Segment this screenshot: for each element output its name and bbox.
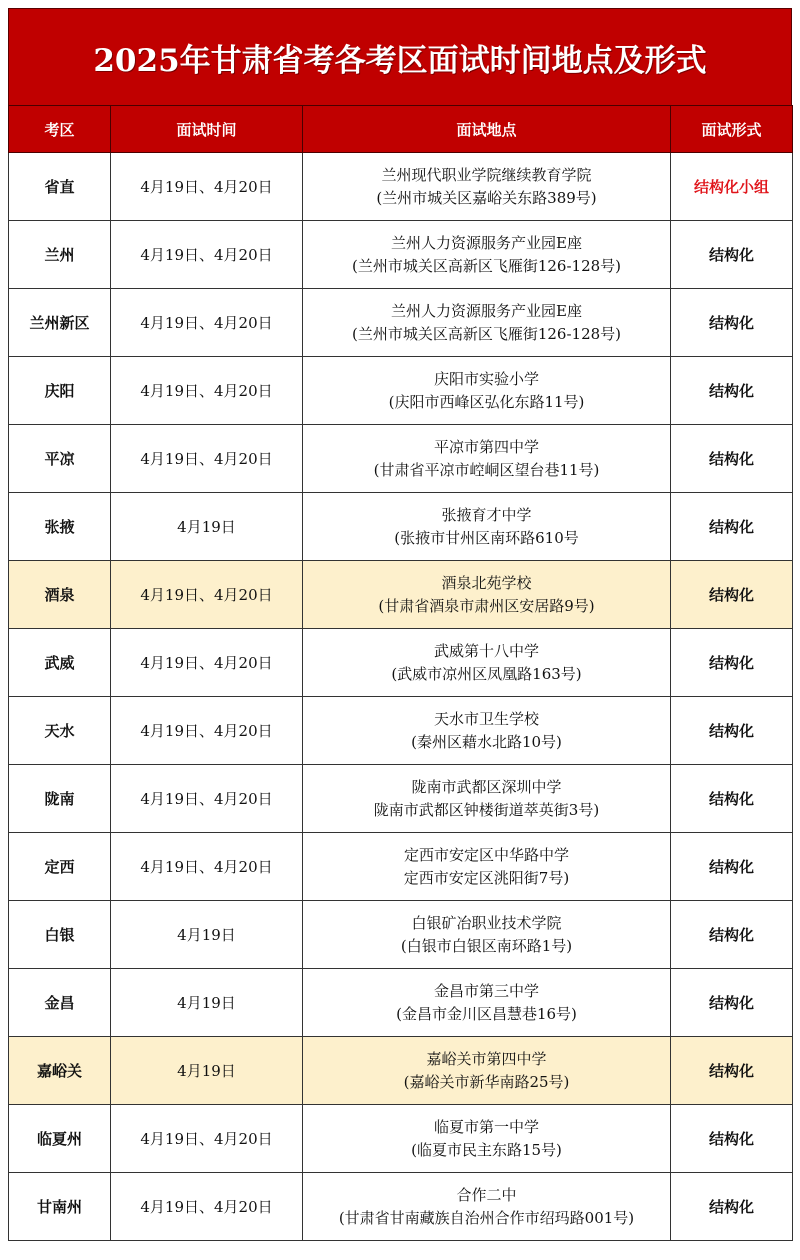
- location-address: (武威市凉州区凤凰路163号): [391, 664, 582, 683]
- interview-schedule-table: [8, 105, 793, 1241]
- cell-time: 4月19日: [111, 969, 303, 1037]
- location-address: (白银市白银区南环路1号): [400, 936, 573, 955]
- location-name: 兰州现代职业学院继续教育学院: [381, 165, 592, 184]
- cell-region: 平凉: [9, 425, 111, 493]
- location-name: 定西市安定区中华路中学: [403, 845, 569, 864]
- table-row: [9, 901, 793, 969]
- header-row: [9, 106, 793, 153]
- location-name: 酒泉北苑学校: [441, 573, 532, 592]
- cell-location: [303, 221, 671, 289]
- table-row: [9, 629, 793, 697]
- cell-location: [303, 629, 671, 697]
- location-address: (甘肃省酒泉市肃州区安居路9号): [378, 596, 595, 615]
- cell-time: 4月19日、4月20日: [111, 221, 303, 289]
- cell-format: 结构化: [671, 969, 793, 1037]
- location-address: (兰州市城关区高新区飞雁街126-128号): [351, 256, 622, 275]
- cell-region: 武威: [9, 629, 111, 697]
- table-row: [9, 1105, 793, 1173]
- table-row: [9, 153, 793, 221]
- cell-location: [303, 357, 671, 425]
- cell-location: [303, 425, 671, 493]
- cell-location: [303, 289, 671, 357]
- location-address: 定西市安定区洮阳街7号): [403, 868, 570, 887]
- cell-format: 结构化: [671, 901, 793, 969]
- cell-format: 结构化: [671, 289, 793, 357]
- header-region: 考区: [9, 106, 111, 153]
- cell-location: [303, 1037, 671, 1105]
- cell-format: 结构化: [671, 561, 793, 629]
- location-address: (甘肃省甘南藏族自治州合作市绍玛路001号): [338, 1208, 635, 1227]
- table-row: [9, 357, 793, 425]
- cell-location: [303, 1105, 671, 1173]
- table-row: [9, 697, 793, 765]
- cell-format: 结构化: [671, 765, 793, 833]
- table-row: [9, 969, 793, 1037]
- cell-time: 4月19日: [111, 901, 303, 969]
- cell-region: 金昌: [9, 969, 111, 1037]
- cell-region: 庆阳: [9, 357, 111, 425]
- location-name: 武威第十八中学: [433, 641, 539, 660]
- cell-format: 结构化: [671, 1105, 793, 1173]
- cell-region: 天水: [9, 697, 111, 765]
- cell-format: 结构化: [671, 629, 793, 697]
- location-name: 庆阳市实验小学: [433, 369, 539, 388]
- cell-region: 嘉峪关: [9, 1037, 111, 1105]
- cell-location: [303, 1173, 671, 1241]
- location-name: 临夏市第一中学: [433, 1117, 539, 1136]
- location-name: 金昌市第三中学: [433, 981, 539, 1000]
- title-banner: [8, 8, 792, 105]
- cell-format: 结构化: [671, 493, 793, 561]
- cell-time: 4月19日、4月20日: [111, 153, 303, 221]
- table-row: [9, 1037, 793, 1105]
- cell-time: 4月19日: [111, 493, 303, 561]
- header-location: 面试地点: [303, 106, 671, 153]
- cell-time: 4月19日、4月20日: [111, 765, 303, 833]
- cell-format: 结构化: [671, 357, 793, 425]
- cell-format: 结构化小组: [671, 153, 793, 221]
- header-time: 面试时间: [111, 106, 303, 153]
- cell-location: [303, 493, 671, 561]
- location-address: (嘉峪关市新华南路25号): [403, 1072, 570, 1091]
- location-name: 张掖育才中学: [441, 505, 532, 524]
- cell-time: 4月19日: [111, 1037, 303, 1105]
- location-name: 白银矿冶职业技术学院: [411, 913, 562, 932]
- table-row: [9, 289, 793, 357]
- location-name: 平凉市第四中学: [433, 437, 539, 456]
- location-address: (张掖市甘州区南环路610号: [394, 528, 579, 547]
- location-address: (庆阳市西峰区弘化东路11号): [388, 392, 585, 411]
- cell-time: 4月19日、4月20日: [111, 1173, 303, 1241]
- table-row: [9, 493, 793, 561]
- cell-region: 张掖: [9, 493, 111, 561]
- location-address: (兰州市城关区高新区飞雁街126-128号): [351, 324, 622, 343]
- location-address: (秦州区藉水北路10号): [411, 732, 562, 751]
- location-address: (兰州市城关区嘉峪关东路389号): [376, 188, 597, 207]
- cell-format: 结构化: [671, 1037, 793, 1105]
- table-row: [9, 221, 793, 289]
- location-name: 嘉峪关市第四中学: [426, 1049, 547, 1068]
- table-row: [9, 765, 793, 833]
- table-row: [9, 561, 793, 629]
- cell-format: 结构化: [671, 697, 793, 765]
- table-body: [9, 153, 793, 1241]
- cell-location: [303, 901, 671, 969]
- cell-format: 结构化: [671, 425, 793, 493]
- cell-time: 4月19日、4月20日: [111, 357, 303, 425]
- page-title: 2025年甘肃省考各考区面试时间地点及形式: [93, 42, 707, 79]
- location-address: (甘肃省平凉市崆峒区望台巷11号): [373, 460, 600, 479]
- cell-format: 结构化: [671, 833, 793, 901]
- location-name: 兰州人力资源服务产业园E座: [391, 233, 582, 252]
- cell-location: [303, 561, 671, 629]
- table-row: [9, 425, 793, 493]
- location-name: 陇南市武都区深圳中学: [411, 777, 562, 796]
- location-name: 兰州人力资源服务产业园E座: [391, 301, 582, 320]
- header-format: 面试形式: [671, 106, 793, 153]
- cell-location: [303, 969, 671, 1037]
- cell-time: 4月19日、4月20日: [111, 289, 303, 357]
- cell-time: 4月19日、4月20日: [111, 833, 303, 901]
- location-name: 天水市卫生学校: [433, 709, 539, 728]
- table-row: [9, 1173, 793, 1241]
- cell-region: 酒泉: [9, 561, 111, 629]
- schedule-document: [8, 8, 792, 1241]
- location-address: (金昌市金川区昌慧巷16号): [396, 1004, 577, 1023]
- cell-region: 省直: [9, 153, 111, 221]
- cell-location: [303, 153, 671, 221]
- cell-time: 4月19日、4月20日: [111, 425, 303, 493]
- cell-region: 定西: [9, 833, 111, 901]
- cell-region: 陇南: [9, 765, 111, 833]
- cell-time: 4月19日、4月20日: [111, 561, 303, 629]
- location-address: (临夏市民主东路15号): [411, 1140, 562, 1159]
- cell-region: 白银: [9, 901, 111, 969]
- cell-time: 4月19日、4月20日: [111, 629, 303, 697]
- cell-region: 兰州: [9, 221, 111, 289]
- cell-time: 4月19日、4月20日: [111, 697, 303, 765]
- cell-region: 甘南州: [9, 1173, 111, 1241]
- location-address: 陇南市武都区钟楼街道萃英街3号): [373, 800, 600, 819]
- cell-region: 兰州新区: [9, 289, 111, 357]
- location-name: 合作二中: [456, 1185, 517, 1204]
- table-row: [9, 833, 793, 901]
- cell-format: 结构化: [671, 1173, 793, 1241]
- cell-format: 结构化: [671, 221, 793, 289]
- cell-location: [303, 697, 671, 765]
- cell-time: 4月19日、4月20日: [111, 1105, 303, 1173]
- cell-region: 临夏州: [9, 1105, 111, 1173]
- cell-location: [303, 833, 671, 901]
- cell-location: [303, 765, 671, 833]
